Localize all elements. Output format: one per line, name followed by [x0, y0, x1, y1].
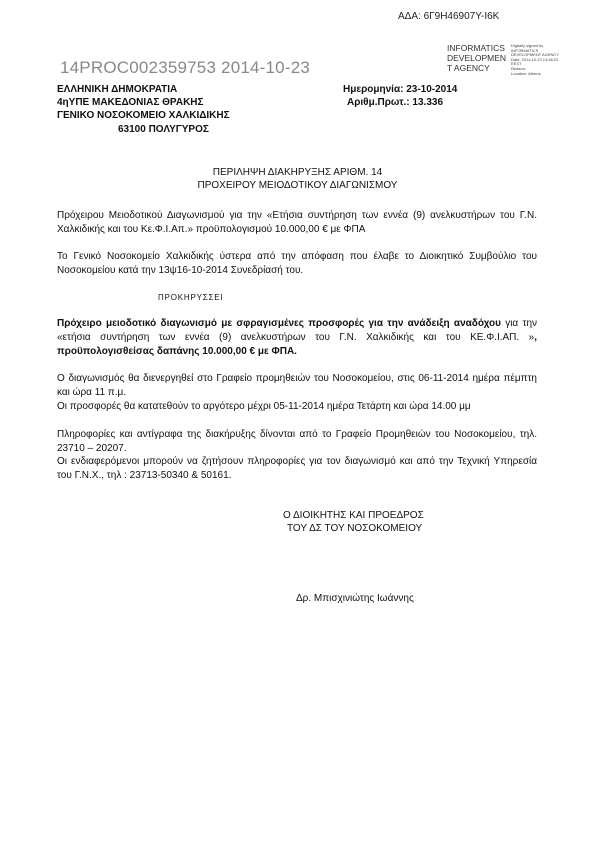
header-line-2: 4ηΥΠΕ ΜΑΚΕΔΟΝΙΑΣ ΘΡΑΚΗΣ	[57, 97, 204, 108]
details-line-4: Οι ενδιαφερόμενοι μπορούν να ζητήσουν πληροφορίες για τον διαγωνισμό και από την Τεχνική Υπηρεσία του Γ.Ν.Χ., τηλ : 23713-50340 & 50161.	[57, 456, 537, 481]
ada-code: ΑΔΑ: 6Γ9Η46907Υ-Ι6Κ	[398, 11, 500, 22]
title-line-2: ΠΡΟΧΕΙΡΟΥ ΜΕΙΟΔΟΤΙΚΟΥ ΔΙΑΓΩΝΙΣΜΟΥ	[197, 180, 398, 191]
announce-heading: ΠΡΟΚΗΡΥΣΣΕΙ	[158, 293, 224, 302]
decision-paragraph: Το Γενικό Νοσοκομείο Χαλκιδικής ύστερα από την απόφαση που έλαβε το Διοικητικό Συμβούλιο του Νοσοκομείου κατά την 13ψ16-10-2014 Συνεδρίασή του.	[57, 251, 537, 276]
title-line-1: ΠΕΡΙΛΗΨΗ ΔΙΑΚΗΡΥΞΗΣ ΑΡΙΘΜ. 14	[212, 167, 383, 178]
details-line-3: Πληροφορίες και αντίγραφα της διακήρυξης δίνονται από το Γραφείο Προμηθειών του Νοσοκομείου, τηλ. 23710 – 20207.	[57, 429, 537, 454]
header-line-1: ΕΛΛΗΝΙΚΗ ΔΗΜΟΚΡΑΤΙΑ	[57, 84, 178, 95]
header-line-4: 63100 ΠΟΛΥΓΥΡΟΣ	[118, 124, 209, 135]
closing-title-2: ΤΟΥ ΔΣ ΤΟΥ ΝΟΣΟΚΟΜΕΙΟΥ	[287, 523, 423, 534]
main-text-1: για την «ετήσια συντήρηση των εννέα (9) ανελκυστήρων του Γ.Ν. Χαλκιδικής και του ΚΕ.Φ.Ι.ΑΠ. »	[57, 318, 538, 343]
digital-signature	[447, 43, 557, 77]
header-protocol: Αριθμ.Πρωτ.: 13.336	[347, 97, 444, 108]
signatory-name: Δρ. Μπισχινιώτης Ιωάννης	[296, 593, 414, 604]
main-bold-2: , προϋπολογισθείσας δαπάνης 10.000,00 € με ΦΠΑ.	[57, 332, 537, 357]
signature-label: INFORMATICS DEVELOPMEN T AGENCY	[447, 43, 507, 73]
details-line-1: Ο διαγωνισμός θα διενεργηθεί στο Γραφείο προμηθειών του Νοσοκομείου, στις 06-11-2014 ημέρα πέμπτη και ώρα 11 π.μ.	[57, 373, 537, 398]
header-line-3: ΓΕΝΙΚΟ ΝΟΣΟΚΟΜΕΙΟ ΧΑΛΚΙΔΙΚΗΣ	[57, 110, 230, 121]
details-line-2: Οι προσφορές θα κατατεθούν το αργότερο μέχρι 05-11-2014 ημέρα Τετάρτη και ώρα 14.00 μμ	[57, 401, 471, 412]
main-paragraph	[57, 317, 537, 359]
closing-title-1: Ο ΔΙΟΙΚΗΤΗΣ ΚΑΙ ΠΡΟΕΔΡΟΣ	[283, 510, 424, 521]
signature-details: Digitally signed by INFORMATICS DEVELOPMENT AGENCY Date: 2014.10.23 13:46:22 EEST Reason: Location: Athens	[511, 43, 559, 76]
main-bold-1: Πρόχειρο μειοδοτικό διαγωνισμό με σφραγισμένες προσφορές για την ανάδειξη αναδόχου	[57, 318, 501, 329]
header-date: Ημερομηνία: 23-10-2014	[343, 84, 458, 95]
intro-paragraph: Πρόχειρου Μειοδοτικού Διαγωνισμού για την «Ετήσια συντήρηση των εννέα (9) ανελκυστήρων του Γ.Ν. Χαλκιδικής και του Κε.Φ.Ι.Απ.» προϋπολογισμού 10.000,00 € με ΦΠΑ	[57, 210, 537, 235]
proc-id: 14PROC002359753 2014-10-23	[60, 58, 310, 77]
